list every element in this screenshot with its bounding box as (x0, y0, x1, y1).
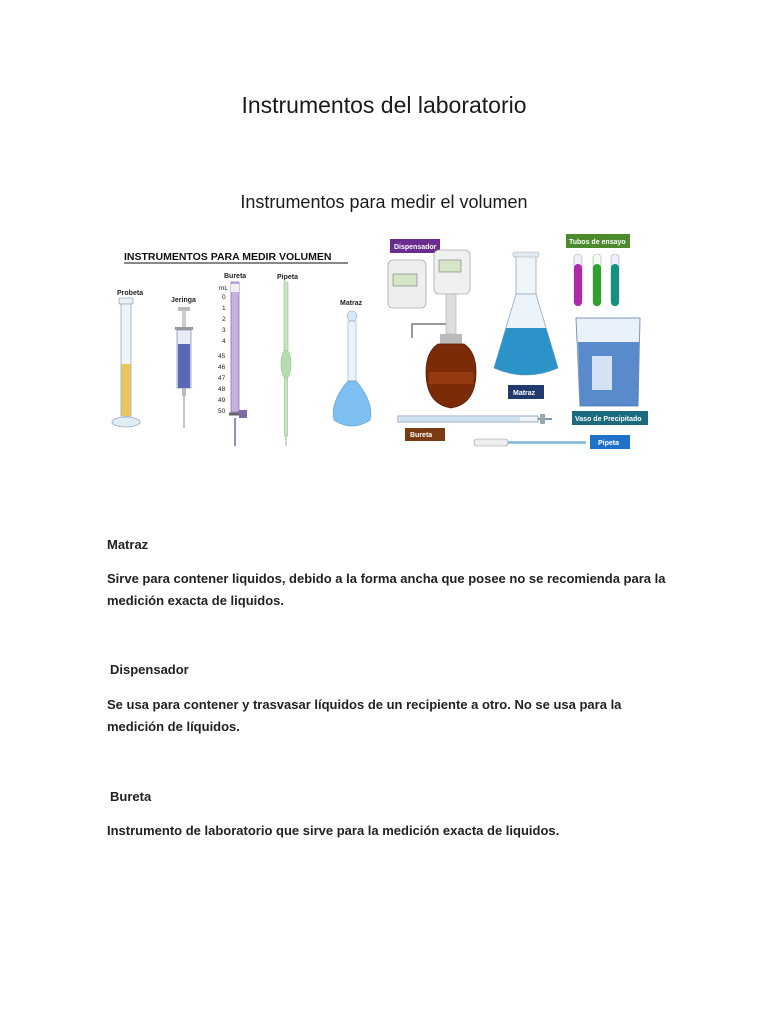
label-pipeta-left: Pipeta (277, 274, 299, 281)
tick-50: 50 (218, 408, 226, 415)
label-pipeta-right: Pipeta (598, 440, 620, 447)
heading-bureta: Bureta (110, 789, 152, 804)
tick-46: 46 (218, 364, 226, 371)
label-matraz-right: Matraz (513, 390, 536, 397)
instruments-illustration (108, 232, 648, 454)
label-bureta-right: Bureta (410, 432, 433, 439)
tick-3: 3 (222, 327, 226, 334)
bureta-icon (229, 282, 247, 446)
document-title: Instrumentos del laboratorio (241, 92, 527, 118)
pipeta-horizontal-icon (474, 439, 586, 446)
body-bureta: Instrumento de laboratorio que sirve para la medición exacta de liquidos. (107, 823, 560, 838)
jeringa-icon (175, 307, 193, 428)
probeta-icon (112, 298, 140, 427)
tick-4: 4 (222, 338, 226, 345)
tick-1: 1 (222, 305, 226, 312)
tick-45: 45 (218, 353, 226, 360)
right-panel (388, 234, 648, 449)
body-dispensador: Se usa para contener y trasvasar líquidos de un recipiente a otro. No se usa para la medición de líquidos. (107, 697, 622, 734)
left-panel (112, 251, 371, 446)
left-panel-heading: INSTRUMENTOS PARA MEDIR VOLUMEN (124, 251, 332, 263)
tick-47: 47 (218, 375, 226, 382)
tick-49: 49 (218, 397, 226, 404)
label-tubos: Tubos de ensayo (569, 239, 626, 246)
matraz-aforado-icon (333, 311, 370, 426)
tick-2: 2 (222, 316, 226, 323)
label-probeta: Probeta (117, 290, 144, 297)
unit-ml: mL (219, 285, 229, 292)
bureta-horizontal-icon (398, 414, 552, 424)
dispensador-icon (388, 250, 476, 408)
label-dispensador: Dispensador (394, 244, 437, 251)
heading-dispensador: Dispensador (110, 662, 189, 677)
tick-0: 0 (222, 294, 226, 301)
pipeta-icon (281, 282, 291, 446)
section-subtitle: Instrumentos para medir el volumen (240, 192, 528, 212)
label-vaso: Vaso de Precipitado (575, 416, 642, 423)
label-matraz-left: Matraz (340, 300, 363, 307)
tick-48: 48 (218, 386, 226, 393)
label-bureta-left: Bureta (224, 273, 247, 280)
vaso-precipitado-icon (576, 318, 640, 406)
matraz-erlenmeyer-icon (494, 252, 558, 375)
heading-matraz: Matraz (107, 537, 149, 552)
instruments-figure (108, 232, 648, 454)
body-matraz: Sirve para contener liquidos, debido a la forma ancha que posee no se recomienda para la medición exacta de liquidos. (107, 571, 666, 608)
tubos-ensayo-icon (574, 254, 619, 306)
label-jeringa: Jeringa (171, 297, 196, 304)
